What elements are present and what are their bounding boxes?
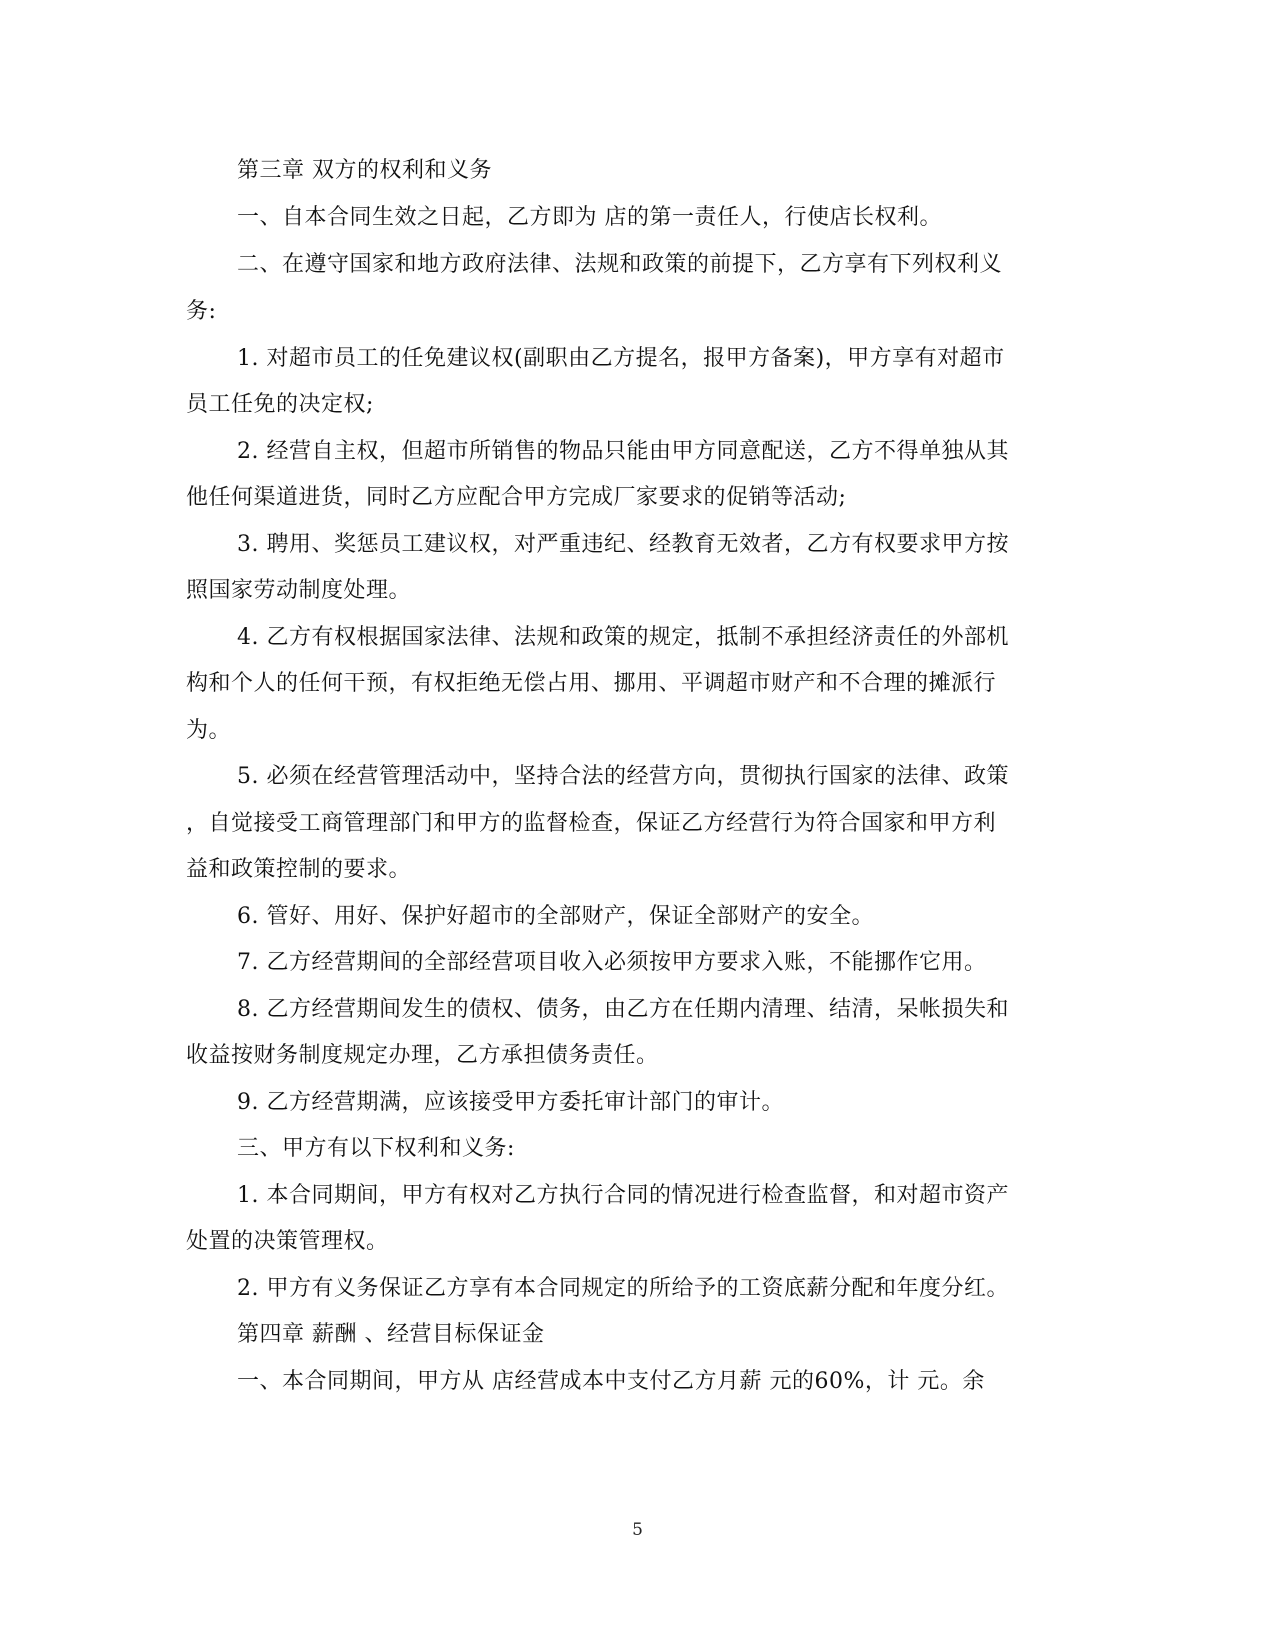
text-line: 一、本合同期间，甲方从 店经营成本中支付乙方月薪 元的60%，计 元。余	[237, 1369, 985, 1394]
text-line: 8. 乙方经营期间发生的债权、债务，由乙方在任期内清理、结清，呆帐损失和	[237, 997, 1009, 1022]
text-line: 1. 本合同期间，甲方有权对乙方执行合同的情况进行检查监督，和对超市资产	[237, 1183, 1009, 1208]
text-line: 3. 聘用、奖惩员工建议权，对严重违纪、经教育无效者，乙方有权要求甲方按	[237, 532, 1009, 557]
text-line: 5. 必须在经营管理活动中，坚持合法的经营方向，贯彻执行国家的法律、政策	[237, 764, 1009, 789]
text-line: 9. 乙方经营期满，应该接受甲方委托审计部门的审计。	[237, 1090, 784, 1115]
text-line: 7. 乙方经营期间的全部经营项目收入必须按甲方要求入账，不能挪作它用。	[237, 950, 987, 975]
text-line: 2. 经营自主权，但超市所销售的物品只能由甲方同意配送，乙方不得单独从其	[237, 439, 1009, 464]
text-line: 务:	[186, 299, 217, 324]
text-line: 4. 乙方有权根据国家法律、法规和政策的规定，抵制不承担经济责任的外部机	[237, 625, 1009, 650]
text-line: 他任何渠道进货，同时乙方应配合甲方完成厂家要求的促销等活动;	[186, 485, 847, 510]
text-line: 员工任免的决定权;	[186, 392, 374, 417]
text-line: 为。	[186, 718, 232, 743]
text-line: 三、甲方有以下权利和义务:	[237, 1136, 515, 1161]
text-line: 一、自本合同生效之日起，乙方即为 店的第一责任人，行使店长权利。	[237, 205, 942, 230]
text-line: 1. 对超市员工的任免建议权(副职由乙方提名，报甲方备案)，甲方享有对超市	[237, 346, 1005, 371]
text-line: 收益按财务制度规定办理，乙方承担债务责任。	[186, 1043, 659, 1068]
text-line: 益和政策控制的要求。	[186, 857, 412, 882]
chapter-heading: 第四章 薪酬 、经营目标保证金	[237, 1322, 545, 1347]
text-line: ，自觉接受工商管理部门和甲方的监督检查，保证乙方经营行为符合国家和甲方利	[186, 811, 997, 836]
text-line: 构和个人的任何干预，有权拒绝无偿占用、挪用、平调超市财产和不合理的摊派行	[186, 671, 997, 696]
text-line: 照国家劳动制度处理。	[186, 578, 412, 603]
text-line: 二、在遵守国家和地方政府法律、法规和政策的前提下，乙方享有下列权利义	[237, 252, 1003, 277]
page-number: 5	[632, 1520, 643, 1540]
text-line: 6. 管好、用好、保护好超市的全部财产，保证全部财产的安全。	[237, 904, 874, 929]
chapter-heading: 第三章 双方的权利和义务	[237, 158, 492, 183]
text-line: 2. 甲方有义务保证乙方享有本合同规定的所给予的工资底薪分配和年度分红。	[237, 1276, 1009, 1301]
text-line: 处置的决策管理权。	[186, 1229, 389, 1254]
